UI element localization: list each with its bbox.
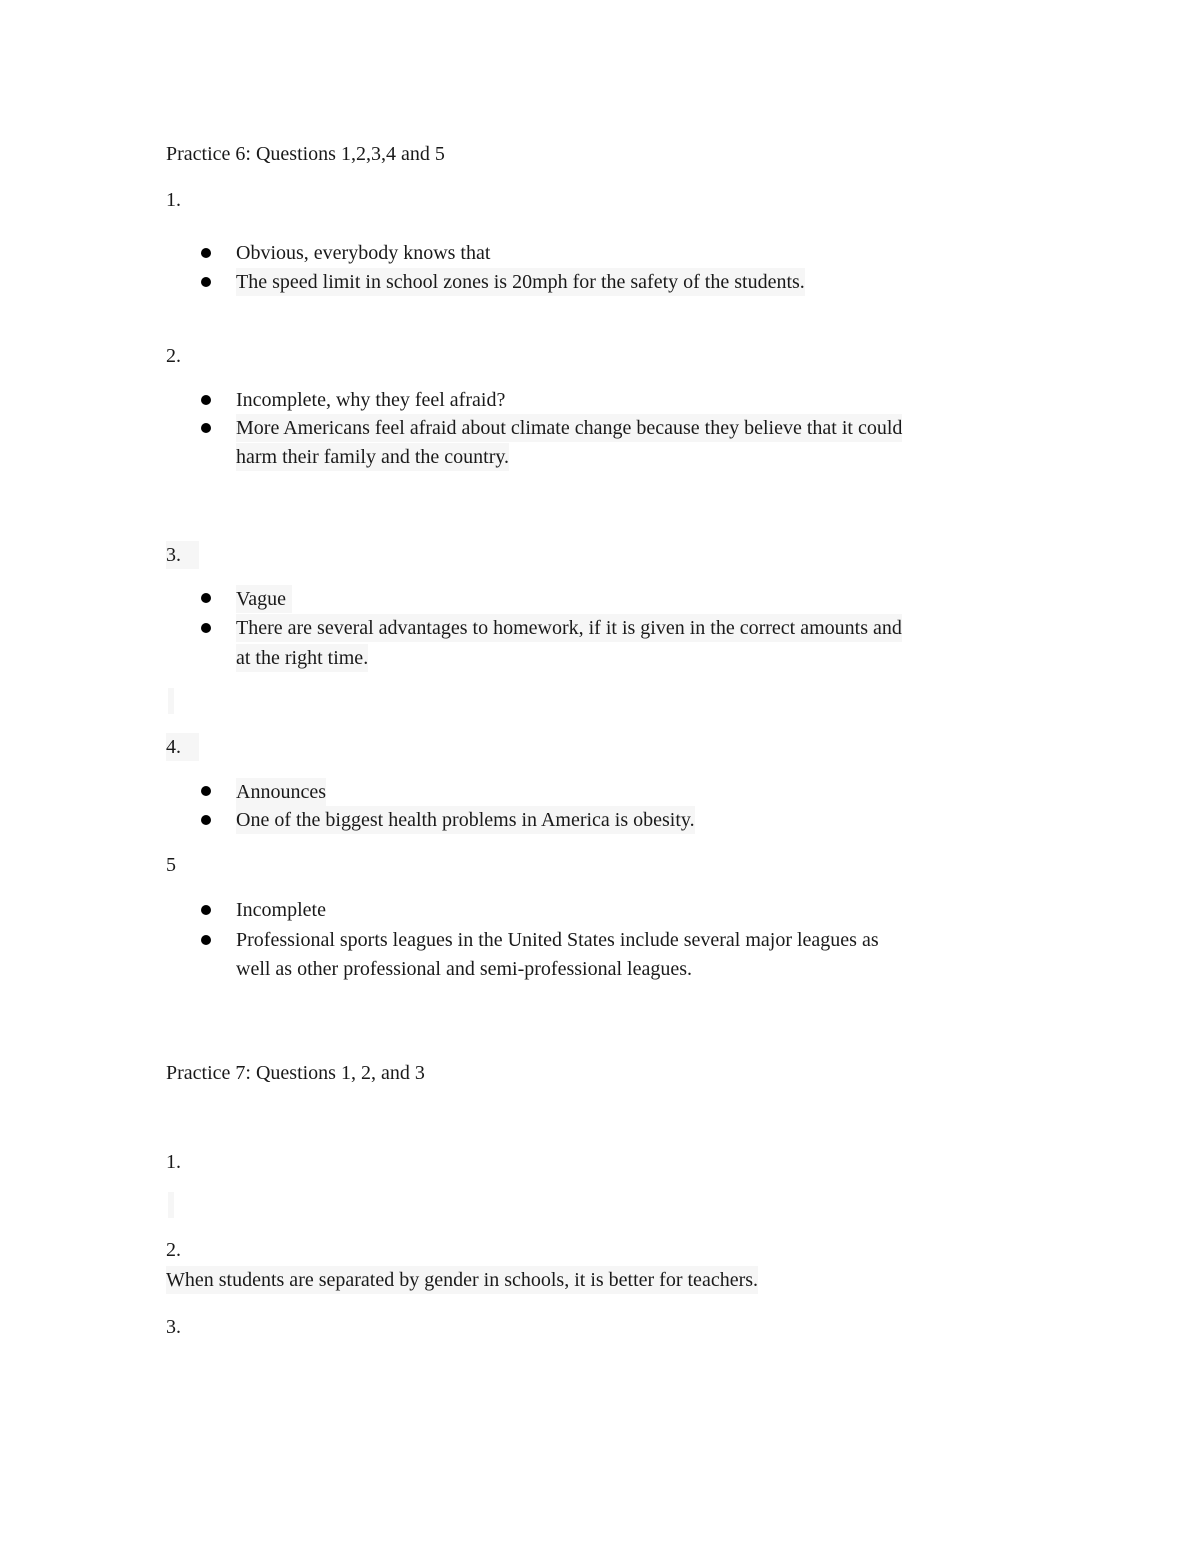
bullet-icon bbox=[201, 395, 211, 405]
practice6-q3-number: 3. bbox=[166, 541, 199, 569]
practice7-q3-number: 3. bbox=[166, 1316, 181, 1338]
bullet-icon bbox=[201, 593, 211, 603]
bullet-icon bbox=[201, 423, 211, 433]
practice6-q2-bullet2-line2: harm their family and the country. bbox=[236, 443, 509, 471]
practice7-q1-number: 1. bbox=[166, 1151, 181, 1173]
practice6-q4-bullet1: Announces bbox=[236, 778, 326, 806]
practice6-q2-bullet2-line1: More Americans feel afraid about climate change because they believe that it could bbox=[236, 414, 902, 442]
practice6-q3-bullet2-line1: There are several advantages to homework, if it is given in the correct amounts and bbox=[236, 614, 902, 642]
practice6-q5-number: 5 bbox=[166, 854, 176, 876]
practice7-heading: Practice 7: Questions 1, 2, and 3 bbox=[166, 1062, 425, 1084]
practice6-heading: Practice 6: Questions 1,2,3,4 and 5 bbox=[166, 143, 445, 165]
bullet-icon bbox=[201, 248, 211, 258]
empty-paragraph-mark bbox=[168, 688, 174, 714]
practice6-q3-bullet2-line2: at the right time. bbox=[236, 644, 368, 672]
bullet-icon bbox=[201, 815, 211, 825]
practice6-q3-bullet1: Vague bbox=[236, 585, 292, 613]
practice6-q5-bullet2-line1: Professional sports leagues in the United States include several major leagues as bbox=[236, 929, 879, 951]
practice7-q2-number: 2. bbox=[166, 1239, 181, 1261]
practice6-q1-bullet2: The speed limit in school zones is 20mph for the safety of the students. bbox=[236, 268, 805, 296]
practice6-q2-bullet1: Incomplete, why they feel afraid? bbox=[236, 389, 506, 411]
bullet-icon bbox=[201, 905, 211, 915]
bullet-icon bbox=[201, 786, 211, 796]
practice6-q2-number: 2. bbox=[166, 345, 181, 367]
practice6-q4-number: 4. bbox=[166, 733, 199, 761]
practice7-q2-answer: When students are separated by gender in schools, it is better for teachers. bbox=[166, 1266, 758, 1294]
practice6-q5-bullet1: Incomplete bbox=[236, 899, 326, 921]
practice6-q1-number: 1. bbox=[166, 189, 181, 211]
bullet-icon bbox=[201, 277, 211, 287]
bullet-icon bbox=[201, 935, 211, 945]
empty-paragraph-mark bbox=[168, 1192, 174, 1218]
practice6-q5-bullet2-line2: well as other professional and semi-professional leagues. bbox=[236, 958, 692, 980]
practice6-q1-bullet1: Obvious, everybody knows that bbox=[236, 242, 491, 264]
practice6-q4-bullet2: One of the biggest health problems in America is obesity. bbox=[236, 806, 695, 834]
bullet-icon bbox=[201, 623, 211, 633]
